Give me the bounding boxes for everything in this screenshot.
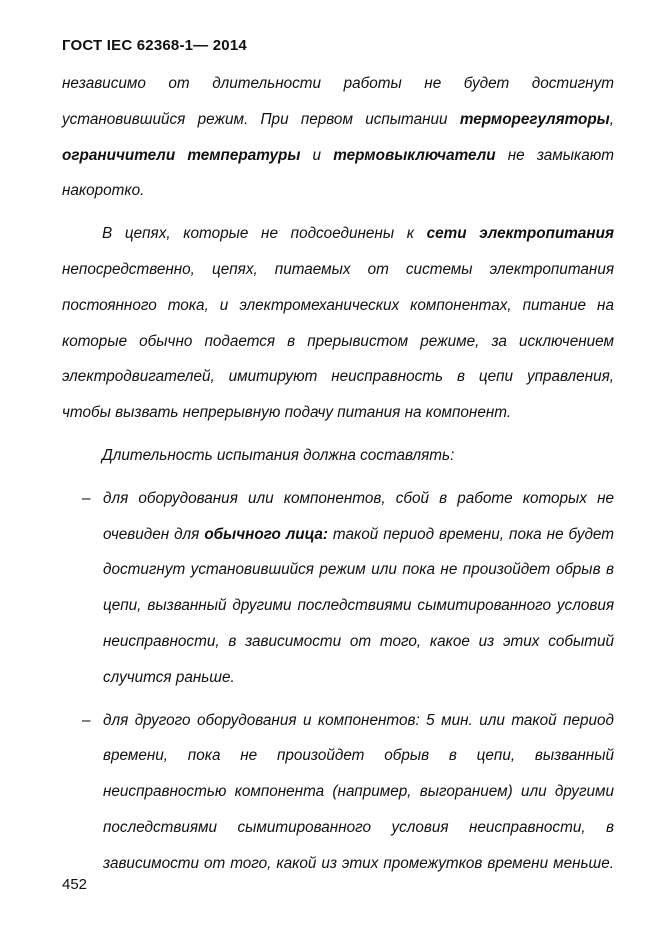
text-run: и [300, 146, 334, 164]
paragraph-circuits [62, 216, 614, 431]
text-run: Длительность испытания должна составлять: [102, 446, 455, 464]
document-header: ГОСТ IEC 62368-1— 2014 [62, 37, 247, 54]
text-run: независимо от длительности работы не будет достигнут установившийся режим. При первом испытании [62, 75, 614, 128]
page-number: 452 [62, 876, 88, 893]
term-thermal-cutoffs: термовыключатели [333, 146, 496, 164]
text-run: непосредственно, цепях, питаемых от системы электропитания постоянного тока, и электромеханических компонентах, питание на которые обычно подается в прерывистом режиме, за исключением электродвигателей, имитируют неисправность в цепи управления, чтобы вызвать непрерывную подачу питания на компонент. [62, 260, 614, 422]
page-body [62, 66, 614, 882]
text-run: В цепях, которые не подсоединены к [102, 225, 427, 243]
dash-bullet: – [82, 711, 91, 729]
text-run: , [609, 110, 614, 128]
dash-bullet: – [82, 489, 91, 507]
text-run: для другого оборудования и компонентов: 5 мин. или такой период времени, пока не произойдет обрыв в цепи, вызванный неисправностью компонента (например, выгоранием) или другими последствиями сымитированного условия неисправности, в зависимости от того, какой из этих промежутков времени меньше. [103, 711, 614, 872]
term-ordinary-person: обычного лица: [204, 525, 328, 543]
list-item [62, 703, 614, 882]
list-item [62, 481, 614, 696]
term-thermostats: терморегуляторы [459, 110, 610, 128]
term-mains: сети электропитания [426, 225, 615, 243]
text-run: такой период времени, пока не будет достигнут установившийся режим или пока не произойдет обрыв в цепи, вызванный другими последствиями сымитированного условия неисправности, в зависимости от того, какое из этих событий случится раньше. [103, 525, 614, 686]
term-temperature-limiters: ограничители температуры [62, 146, 301, 164]
text-run: не замыкают накоротко. [62, 146, 614, 200]
paragraph-continuation [62, 66, 614, 209]
paragraph-test-duration [62, 438, 614, 474]
text-run: для оборудования или компонентов, сбой в работе которых не очевиден для [103, 489, 614, 543]
